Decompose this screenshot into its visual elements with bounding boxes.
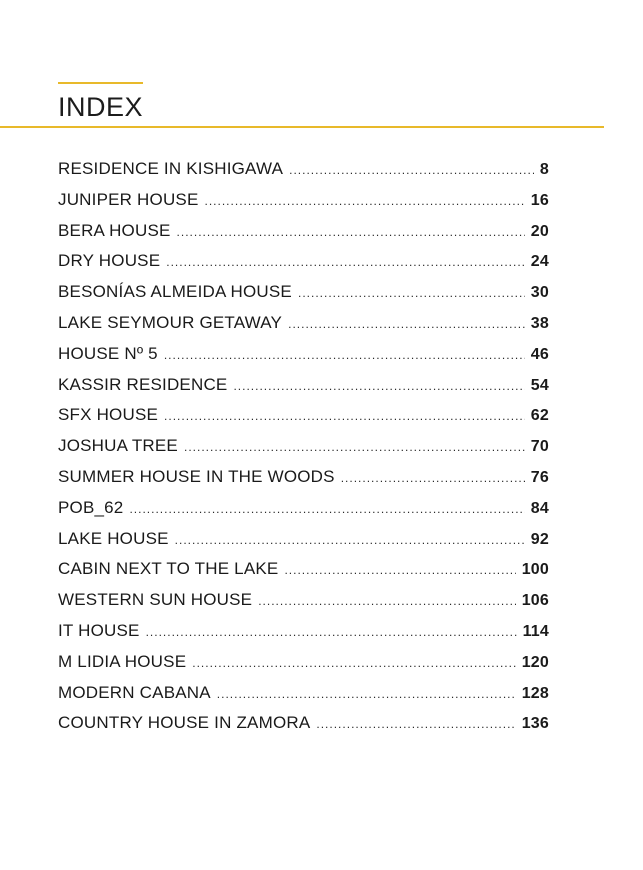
toc-dot-leader <box>289 163 534 177</box>
toc-entry[interactable] <box>58 467 549 498</box>
toc-page-number: 8 <box>539 161 549 178</box>
toc-page-number: 70 <box>530 438 549 456</box>
toc-dot-leader <box>175 533 525 547</box>
toc-entry-title: HOUSE Nº 5 <box>58 343 158 363</box>
toc-page-number: 16 <box>530 191 549 209</box>
toc-entry-title: SFX HOUSE <box>58 405 159 425</box>
toc-page-number: 128 <box>521 684 549 702</box>
toc-entry[interactable] <box>58 221 549 252</box>
toc-entry-title: COUNTRY HOUSE IN ZAMORA <box>58 713 311 733</box>
toc-entry-title: RESIDENCE IN KISHIGAWA <box>58 159 284 178</box>
page-title: INDEX <box>58 92 144 122</box>
toc-page-number: 24 <box>530 253 549 271</box>
toc-page-number: 62 <box>530 407 549 425</box>
toc-page-number: 92 <box>530 530 549 548</box>
toc-entry[interactable] <box>58 251 549 282</box>
toc-page-number: 20 <box>530 222 549 240</box>
toc-page-number: 136 <box>521 715 549 733</box>
toc-dot-leader <box>184 440 525 454</box>
toc-dot-leader <box>217 687 516 701</box>
toc-page-number: 114 <box>522 622 549 640</box>
toc-entry-title: SUMMER HOUSE IN THE WOODS <box>58 466 335 486</box>
toc-entry[interactable] <box>58 621 549 652</box>
toc-dot-leader <box>129 502 524 516</box>
toc-page-number: 120 <box>521 653 549 671</box>
header-divider-line <box>0 126 604 128</box>
toc-page-number: 54 <box>530 376 549 394</box>
toc-dot-leader <box>298 286 525 300</box>
toc-entry-title: DRY HOUSE <box>58 251 161 271</box>
toc-entry-title: LAKE HOUSE <box>58 528 169 548</box>
toc-entry-title: POB_62 <box>58 497 124 517</box>
toc-dot-leader <box>164 348 525 362</box>
toc-entry[interactable] <box>58 436 549 467</box>
toc-entry[interactable] <box>58 683 549 714</box>
toc-dot-leader <box>341 471 525 485</box>
toc-entry[interactable] <box>58 405 549 436</box>
toc-entry[interactable] <box>58 282 549 313</box>
toc-entry-title: KASSIR RESIDENCE <box>58 374 228 394</box>
toc-entry[interactable] <box>58 713 549 744</box>
table-of-contents <box>58 159 549 744</box>
toc-dot-leader <box>233 379 524 393</box>
toc-entry-title: IT HOUSE <box>58 620 140 640</box>
toc-entry[interactable] <box>58 159 549 190</box>
toc-entry[interactable] <box>58 498 549 529</box>
toc-entry-title: MODERN CABANA <box>58 682 211 702</box>
toc-entry-title: CABIN NEXT TO THE LAKE <box>58 559 279 579</box>
toc-entry[interactable] <box>58 344 549 375</box>
toc-entry[interactable] <box>58 375 549 406</box>
toc-dot-leader <box>192 656 515 670</box>
toc-entry-title: JOSHUA TREE <box>58 436 178 456</box>
toc-entry[interactable] <box>58 590 549 621</box>
toc-dot-leader <box>205 194 525 208</box>
toc-entry-title: LAKE SEYMOUR GETAWAY <box>58 312 283 332</box>
toc-entry-title: BESONÍAS ALMEIDA HOUSE <box>58 282 292 302</box>
toc-dot-leader <box>177 225 525 239</box>
title-accent-line <box>58 82 143 84</box>
toc-dot-leader <box>166 255 525 269</box>
toc-entry-title: WESTERN SUN HOUSE <box>58 590 253 610</box>
toc-dot-leader <box>284 563 515 577</box>
toc-page-number: 84 <box>530 499 549 517</box>
toc-entry[interactable] <box>58 652 549 683</box>
toc-dot-leader <box>164 409 525 423</box>
toc-entry[interactable] <box>58 559 549 590</box>
toc-page-number: 38 <box>530 314 549 332</box>
toc-page-number: 106 <box>521 592 549 610</box>
toc-page-number: 46 <box>530 345 549 363</box>
toc-entry-title: M LIDIA HOUSE <box>58 651 187 671</box>
toc-page-number: 76 <box>530 468 549 486</box>
toc-dot-leader <box>316 717 515 731</box>
toc-dot-leader <box>288 317 525 331</box>
toc-entry[interactable] <box>58 313 549 344</box>
toc-dot-leader <box>146 625 517 639</box>
toc-page-number: 100 <box>521 561 549 579</box>
toc-entry-title: JUNIPER HOUSE <box>58 189 199 209</box>
toc-dot-leader <box>258 594 516 608</box>
toc-page-number: 30 <box>530 284 549 302</box>
toc-entry[interactable] <box>58 190 549 221</box>
toc-entry-title: BERA HOUSE <box>58 220 171 240</box>
toc-entry[interactable] <box>58 529 549 560</box>
